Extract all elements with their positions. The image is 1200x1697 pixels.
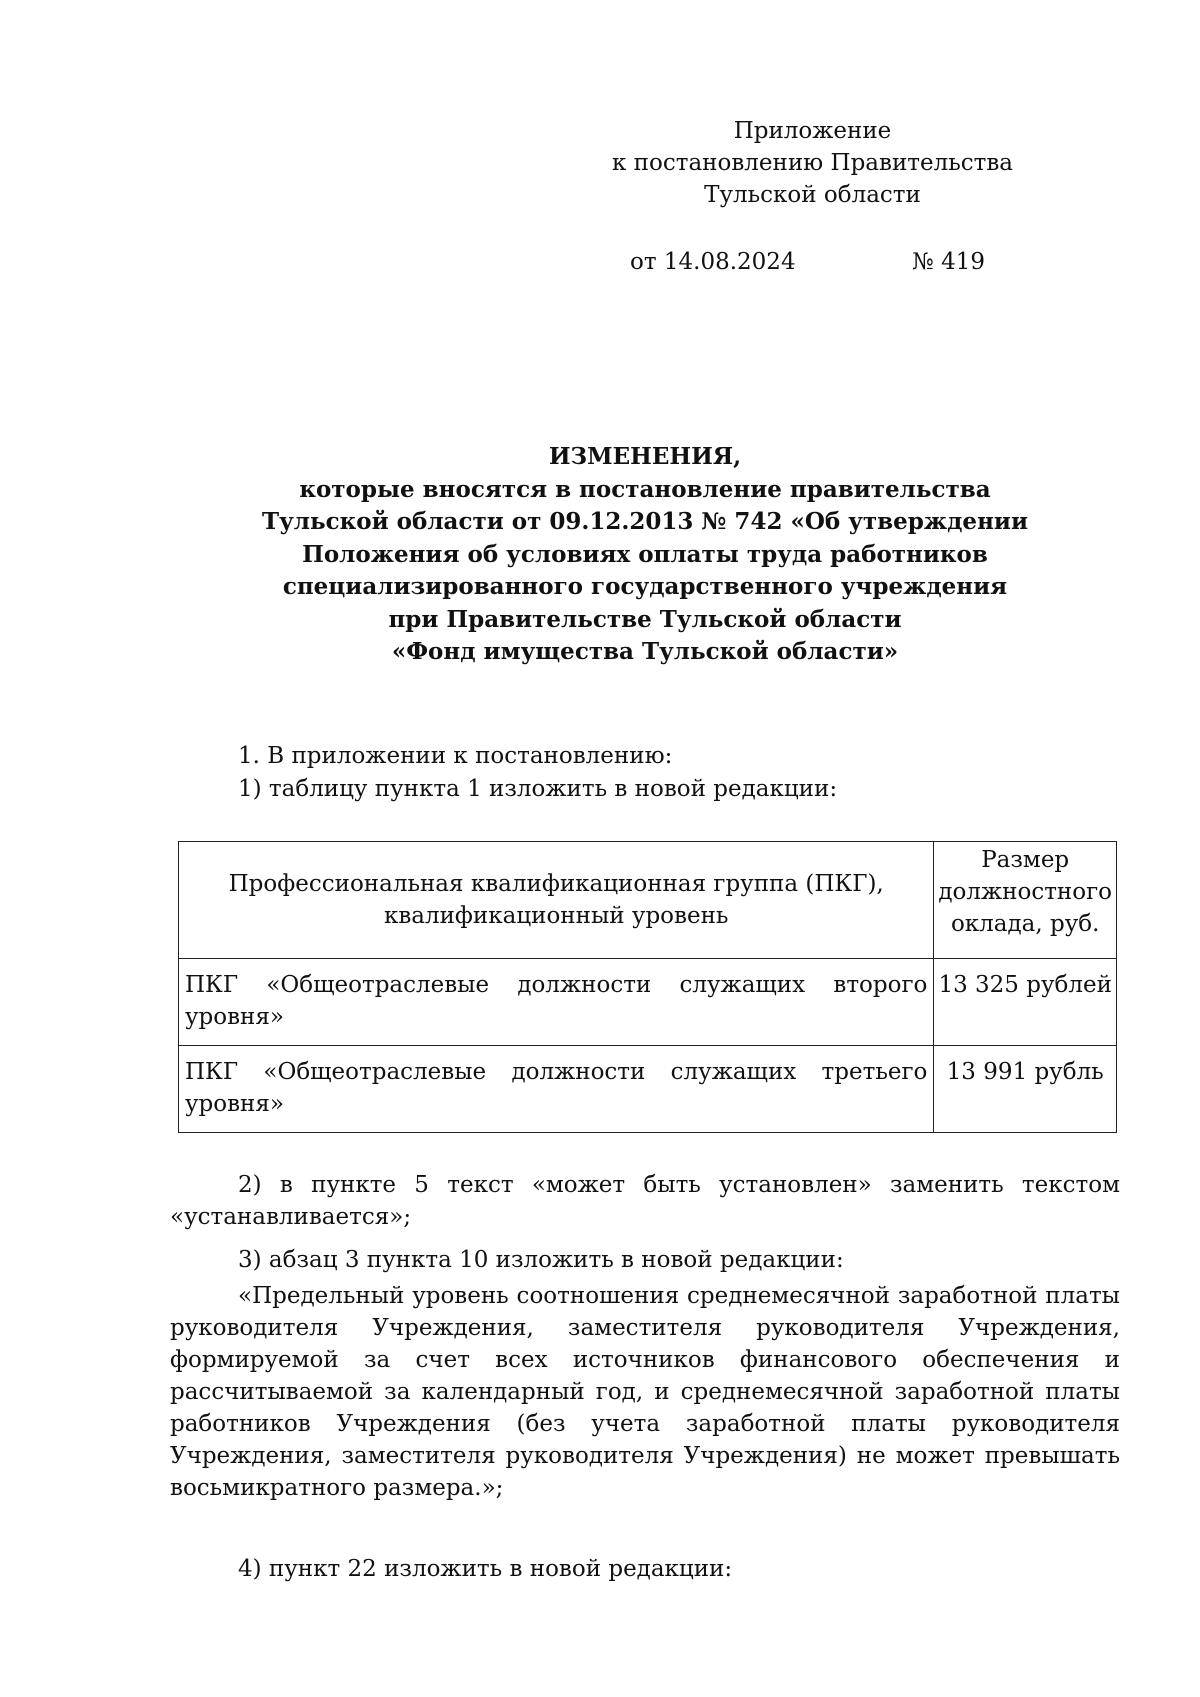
title-line: которые вносятся в постановление правительства: [299, 475, 991, 503]
title-line: при Правительстве Тульской области: [388, 605, 902, 633]
pkg-name-cell: ПКГ «Общеотраслевые должности служащих третьего уровня»: [179, 1046, 934, 1133]
table-header-row: [179, 842, 1117, 959]
appendix-line: Приложение: [733, 118, 892, 144]
resolution-date: от 14.08.2024: [630, 249, 796, 275]
title-line: ИЗМЕНЕНИЯ,: [548, 443, 742, 470]
salary-value-cell: 13 991 рубль: [934, 1046, 1117, 1133]
title-line: Тульской области от 09.12.2013 № 742 «Об утверждении: [261, 508, 1029, 535]
appendix-line: Тульской области: [704, 182, 921, 208]
item-1-subitem-1: 1) таблицу пункта 1 изложить в новой редакции:: [238, 776, 838, 802]
title-line: «Фонд имущества Тульской области»: [391, 638, 899, 665]
title-line: специализированного государственного учреждения: [282, 573, 1008, 600]
item-4: 4) пункт 22 изложить в новой редакции:: [238, 1556, 733, 1582]
table-row: [179, 1046, 1117, 1133]
header-salary-cell: Размер должностного оклада, руб.: [934, 842, 1117, 959]
table-row: [179, 959, 1117, 1046]
item-1: 1. В приложении к постановлению:: [238, 743, 673, 769]
pkg-name-cell: ПКГ «Общеотраслевые должности служащих второго уровня»: [179, 959, 934, 1046]
document-title: [170, 441, 1120, 669]
item-3: 3) абзац 3 пункта 10 изложить в новой редакции:: [238, 1247, 844, 1273]
appendix-header: [600, 115, 1025, 211]
salary-table: [178, 841, 1117, 1133]
resolution-number: № 419: [912, 249, 985, 275]
header-group-cell: Профессиональная квалификационная группа (ПКГ), квалификационный уровень: [179, 842, 934, 959]
item-2: 2) в пункте 5 текст «может быть установлен» заменить текстом «устанавливается»;: [170, 1172, 1120, 1230]
title-line: Положения об условиях оплаты труда работников: [302, 540, 988, 568]
item-3-quote: «Предельный уровень соотношения среднемесячной заработной платы руководителя Учреждения, заместителя руководителя Учреждения, формируемой за счет всех источников финансового обеспечения и рассчитываемой за календарный год, и среднемесячной заработной платы работников Учреждения (без учета заработной платы руководителя Учреждения, заместителя руководителя Учреждения) не может превышать восьмикратного размера.»;: [170, 1283, 1120, 1501]
salary-value-cell: 13 325 рублей: [934, 959, 1117, 1046]
appendix-line: к постановлению Правительства: [611, 150, 1014, 176]
